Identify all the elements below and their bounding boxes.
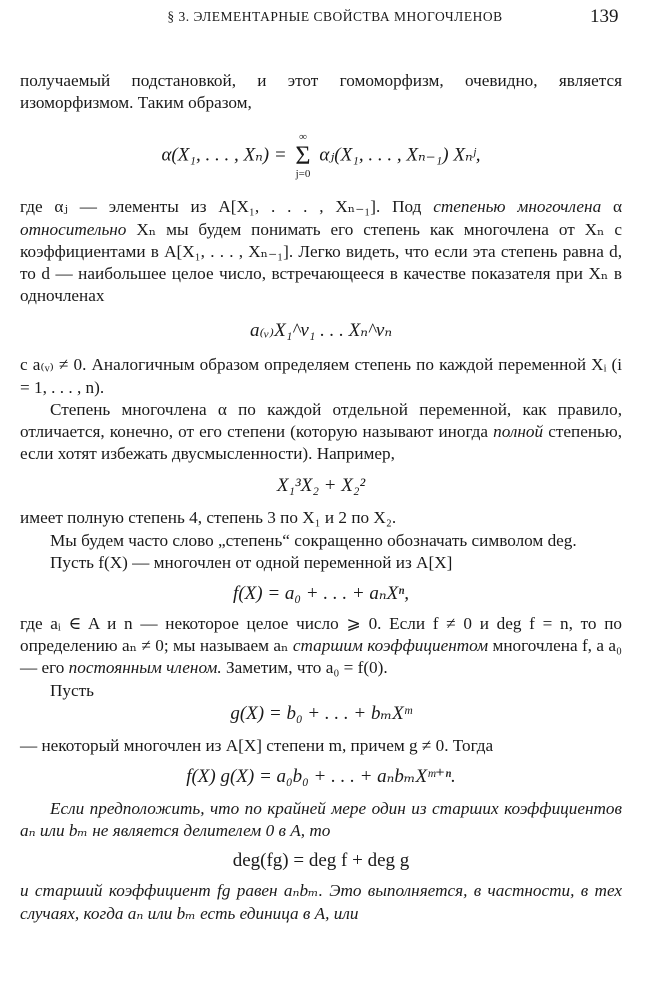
- p2-text-a: где αⱼ — элементы из A[X₁, . . . , Xₙ₋₁]. Под: [20, 197, 422, 217]
- paragraph-11: Если предположить, что по крайней мере один из старших коэффициентов aₙ или bₘ не является делителем 0 в A, то: [20, 799, 622, 841]
- page-body: [20, 70, 622, 925]
- p2-text-c: Xₙ мы будем понимать его степень как многочлена от Xₙ с коэффициентами в A[X₁, . . . , Xₙ₋₁]. Легко видеть, что если эта степень равна d, то d — наибольшее целое число, встречающееся в качестве показателя при Xₙ в одночленах: [20, 219, 622, 306]
- paragraph-8: [20, 613, 622, 680]
- equation-1-lhs: α(X₁, . . . , Xₙ) =: [161, 144, 287, 166]
- p8-text-a: где aᵢ ∈ A и n — некоторое целое число ⩾ 0. Если f ≠ 0 и deg f = n, то по определению aₙ ≠ 0; мы называем aₙ: [20, 614, 622, 656]
- equation-6: f(X) g(X) = a₀b₀ + . . . + aₙbₘXᵐ⁺ⁿ.: [186, 766, 456, 788]
- page-number: 139: [590, 6, 619, 27]
- sigma-icon: Σ: [295, 141, 311, 171]
- paragraph-6: Мы будем часто слово „степень“ сокращенно обозначать символом deg.: [50, 530, 577, 550]
- p2-term-relative: относительно: [20, 219, 127, 239]
- paragraph-1: получаемый подстановкой, и этот гомоморфизм, очевидно, является изоморфизмом. Таким образом,: [20, 71, 622, 113]
- equation-1-rhs: αⱼ(X₁, . . . , Xₙ₋₁) Xₙʲ,: [319, 144, 481, 166]
- equation-4: f(X) = a₀ + . . . + aₙXⁿ,: [233, 583, 409, 605]
- p2-term-degree: степенью многочлена: [433, 197, 602, 217]
- paragraph-12: и старший коэффициент fg равен aₙbₘ. Это выполняется, в частности, в тех случаях, когда aₙ или bₘ есть единица в A, или: [20, 881, 622, 923]
- summation-sign: [295, 132, 310, 180]
- equation-7: deg(fg) = deg f + deg g: [232, 850, 410, 872]
- p4-text-b: степенью, если хотят избежать двусмысленности). Например,: [20, 422, 623, 464]
- paragraph-3: с a₍ᵥ₎ ≠ 0. Аналогичным образом определяем степень по каждой переменной Xᵢ (i = 1, . . . , n).: [20, 355, 622, 397]
- equation-2: a₍ᵥ₎X₁^ν₁ . . . Xₙ^νₙ: [249, 320, 393, 342]
- paragraph-7: Пусть f(X) — многочлен от одной переменной из A[X]: [50, 552, 453, 572]
- p4-term-full: полной: [493, 422, 544, 442]
- equation-3: X₁³X₂ + X₂²: [276, 475, 366, 497]
- paragraph-2: [20, 196, 622, 307]
- paragraph-10: — некоторый многочлен из A[X] степени m, причем g ≠ 0. Тогда: [20, 735, 494, 755]
- equation-1: [20, 132, 622, 180]
- p8-text-c: Заметим, что a₀ = f(0).: [225, 658, 388, 678]
- paragraph-9: Пусть: [50, 680, 94, 700]
- p4-text-a: Степень многочлена α по каждой отдельной переменной, как правило, отличается, конечно, от его степени (которую называют иногда: [20, 399, 622, 442]
- sum-upper-limit: ∞: [299, 131, 307, 144]
- paragraph-5: имеет полную степень 4, степень 3 по X₁ и 2 по X₂.: [20, 508, 397, 528]
- p2-text-b: α: [612, 197, 622, 217]
- paragraph-4: [20, 399, 622, 466]
- p8-text-b: многочлена f, а a₀ — его: [20, 636, 623, 678]
- equation-5: g(X) = b₀ + . . . + bₘXᵐ: [230, 702, 412, 724]
- p8-term-leading: старшим коэффициентом: [292, 636, 489, 656]
- running-head: § 3. ЭЛЕМЕНТАРНЫЕ СВОЙСТВА МНОГОЧЛЕНОВ: [167, 9, 503, 24]
- p8-term-constant: постоянным членом.: [68, 658, 222, 678]
- sum-lower-limit: j=0: [295, 168, 311, 181]
